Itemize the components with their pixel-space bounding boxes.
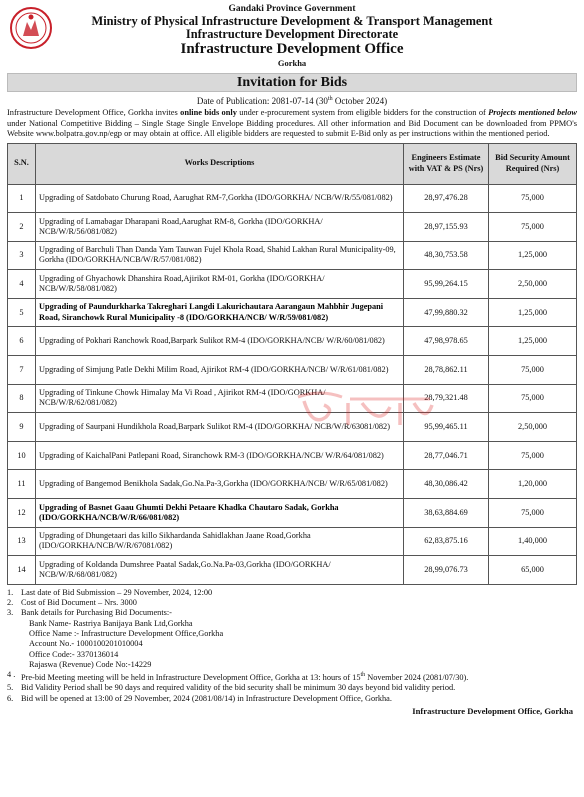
note-text: Cost of Bid Document – Nrs. 3000 xyxy=(21,598,137,608)
works-table xyxy=(7,143,577,585)
row-description: Upgrading of KaichalPani Patlepani Road, Siranchowk RM-3 (IDO/GORKHA/NCB/ W/R/64/081/082) xyxy=(36,441,404,470)
header-estimate: Engineers Estimate with VAT & PS (Nrs) xyxy=(404,143,489,184)
note-3 xyxy=(7,608,577,618)
note-number: 4 . xyxy=(7,670,16,680)
row-description: Upgrading of Basnet Gaau Ghumti Dekhi Petaare Khadka Chautaro Sadak, Gorkha (IDO/GORKHA/NCB/W/R/66/081/082) xyxy=(36,499,404,528)
table-row xyxy=(8,470,577,499)
note-text: Bank details for Purchasing Bid Documents:- xyxy=(21,608,172,618)
table-body xyxy=(8,184,577,584)
table-header-row xyxy=(8,143,577,184)
note-2 xyxy=(7,598,577,608)
header-works: Works Descriptions xyxy=(36,143,404,184)
note-number: 5. xyxy=(7,683,14,693)
table-row xyxy=(8,270,577,299)
note-4 xyxy=(7,670,577,683)
row-bid-security: 75,000 xyxy=(489,213,577,242)
row-description: Upgrading of Paundurkharka Takreghari Langdi Lakurichautara Aarangaun Mahbhir Jugepani Road, Siranchowk Rural Municipality -8 (IDO/GORKHA/NCB/ W/R/59/081/082) xyxy=(36,298,404,327)
intro-paragraph xyxy=(7,108,577,140)
bank-name: Bank Name- Rastriya Banijaya Bank Ltd,Gorkha xyxy=(29,618,193,628)
table-row xyxy=(8,441,577,470)
row-bid-security: 1,40,000 xyxy=(489,527,577,556)
header-location: Gorkha xyxy=(277,58,307,68)
account-number: Account No.- 1000100201010004 xyxy=(29,639,143,649)
row-description: Upgrading of Tinkune Chowk Himalay Ma Vi Road , Ajirikot RM-4 (IDO/GORKHA/ NCB/W/R/62/081/082) xyxy=(36,384,404,413)
row-sn: 10 xyxy=(8,441,36,470)
row-bid-security: 75,000 xyxy=(489,441,577,470)
row-sn: 14 xyxy=(8,556,36,585)
row-sn: 8 xyxy=(8,384,36,413)
note-text: Last date of Bid Submission – 29 November, 2024, 12:00 xyxy=(21,587,213,597)
row-bid-security: 2,50,000 xyxy=(489,413,577,442)
row-bid-security: 1,25,000 xyxy=(489,241,577,270)
intro-text-3: under National Competitive Bidding – Single Stage Single Envelope Bidding procedures. All other information and Bid Document can be downloaded from PPMO's Website www.bolpatra.gov.np/egp or may obtain at office. All eligible bidders are requested to submit E-Bid only as per instructions within the mentioned period. xyxy=(7,118,577,138)
table-row xyxy=(8,556,577,585)
row-bid-security: 75,000 xyxy=(489,184,577,213)
row-estimate: 28,79,321.48 xyxy=(404,384,489,413)
row-estimate: 28,99,076.73 xyxy=(404,556,489,585)
row-description: Upgrading of Barchuli Than Danda Yam Tauwan Fujel Khola Road, Shahid Lakhan Rural Municipality-09, Gorkha (IDO/GORKHA/NCB/W/R/57/081/082) xyxy=(36,241,404,270)
row-sn: 13 xyxy=(8,527,36,556)
intro-text-1: Infrastructure Development Office, Gorkha invites xyxy=(7,108,181,117)
row-estimate: 38,63,884.69 xyxy=(404,499,489,528)
row-description: Upgrading of Pokhari Ranchowk Road,Barpark Sulikot RM-4 (IDO/GORKHA/NCB/ W/R/60/081/082) xyxy=(36,327,404,356)
note-text: Bid will be opened at 13:00 of 29 November, 2024 (2081/08/14) in Infrastructure Development Office, Gorkha. xyxy=(21,693,392,703)
row-estimate: 47,98,978.65 xyxy=(404,327,489,356)
notes xyxy=(7,588,577,704)
row-estimate: 48,30,753.58 xyxy=(404,241,489,270)
row-bid-security: 75,000 xyxy=(489,499,577,528)
row-sn: 2 xyxy=(8,213,36,242)
row-description: Upgrading of Bangemod Benikhola Sadak,Go.Na.Pa-3,Gorkha (IDO/GORKHA/NCB/ W/R/65/081/082) xyxy=(36,470,404,499)
row-description: Upgrading of Dhungetaari das killo Sikhardanda Sahidlakhan Jaane Road,Gorkha (IDO/GORKHA/NCB/W/R/67081/082) xyxy=(36,527,404,556)
header-sn: S.N. xyxy=(8,143,36,184)
row-estimate: 28,97,155.93 xyxy=(404,213,489,242)
row-sn: 11 xyxy=(8,470,36,499)
row-estimate: 47,99,880.32 xyxy=(404,298,489,327)
row-estimate: 28,77,046.71 xyxy=(404,441,489,470)
table-row xyxy=(8,184,577,213)
office-code: Office Code:- 3370136014 xyxy=(29,649,119,659)
note-number: 2. xyxy=(7,598,14,608)
row-bid-security: 1,25,000 xyxy=(489,298,577,327)
intro-bold: online bids only xyxy=(180,108,237,117)
intro-italic: Projects mentioned below xyxy=(488,108,578,117)
row-description: Upgrading of Ghyachowk Dhanshira Road,Ajirikot RM-01, Gorkha (IDO/GORKHA/ NCB/W/R/58/081/082) xyxy=(36,270,404,299)
intro-text-2: under e-procurement system from eligible bidders for the construction of xyxy=(236,108,489,117)
row-sn: 12 xyxy=(8,499,36,528)
row-description: Upgrading of Simjung Patle Dekhi Milim Road, Ajirikot RM-4 (IDO/GORKHA/NCB/ W/R/61/081/082) xyxy=(36,356,404,385)
header xyxy=(7,4,577,70)
row-bid-security: 1,25,000 xyxy=(489,327,577,356)
row-bid-security: 75,000 xyxy=(489,356,577,385)
office-name: Office Name :- Infrastructure Development Office,Gorkha xyxy=(29,629,224,638)
note-number: 1. xyxy=(7,587,14,597)
revenue-code: Rajaswa (Revenue) Code No:-14229 xyxy=(29,659,152,669)
header-ministry: Ministry of Physical Infrastructure Development & Transport Management xyxy=(91,14,493,28)
row-sn: 5 xyxy=(8,298,36,327)
table-row xyxy=(8,327,577,356)
header-directorate: Infrastructure Development Directorate xyxy=(185,27,399,41)
table-row xyxy=(8,241,577,270)
row-estimate: 28,97,476.28 xyxy=(404,184,489,213)
table-row xyxy=(8,356,577,385)
note-text: Pre-bid Meeting meeting will be held in Infrastructure Development Office, Gorkha at 13: hours of 15th November 2024 (2081/07/30). xyxy=(21,672,469,682)
row-description: Upgrading of Koldanda Dumshree Paatal Sadak,Go.Na.Pa-03,Gorkha (IDO/GORKHA/ NCB/W/R/68/081/082) xyxy=(36,556,404,585)
note-6 xyxy=(7,694,577,704)
table-row xyxy=(8,298,577,327)
row-sn: 1 xyxy=(8,184,36,213)
row-estimate: 48,30,086.42 xyxy=(404,470,489,499)
row-estimate: 28,78,862.11 xyxy=(404,356,489,385)
row-sn: 9 xyxy=(8,413,36,442)
note-number: 3. xyxy=(7,608,14,618)
watermark-logo-icon xyxy=(290,387,440,433)
row-description: Upgrading of Satdobato Churung Road, Aarughat RM-7,Gorkha (IDO/GORKHA/ NCB/W/R/55/081/082) xyxy=(36,184,404,213)
header-province: Gandaki Province Government xyxy=(228,4,356,14)
note-1 xyxy=(7,588,577,598)
table-row xyxy=(8,527,577,556)
row-sn: 6 xyxy=(8,327,36,356)
row-estimate: 62,83,875.16 xyxy=(404,527,489,556)
table-row xyxy=(8,213,577,242)
row-description: Upgrading of Saurpani Hundikhola Road,Barpark Sulikot RM-4 (IDO/GORKHA/ NCB/W/R/63081/082) xyxy=(36,413,404,442)
row-bid-security: 2,50,000 xyxy=(489,270,577,299)
row-sn: 7 xyxy=(8,356,36,385)
row-estimate: 95,99,264.15 xyxy=(404,270,489,299)
publication-date: Date of Publication: 2081-07-14 (30th October 2024) xyxy=(196,96,388,106)
note-5 xyxy=(7,683,577,693)
row-description: Upgrading of Lamabagar Dharapani Road,Aarughat RM-8, Gorkha (IDO/GORKHA/ NCB/W/R/56/081/082) xyxy=(36,213,404,242)
page-title: Invitation for Bids xyxy=(7,73,577,92)
row-sn: 3 xyxy=(8,241,36,270)
header-office: Infrastructure Development Office xyxy=(180,41,404,57)
row-bid-security: 65,000 xyxy=(489,556,577,585)
note-number: 6. xyxy=(7,693,14,703)
row-bid-security: 1,20,000 xyxy=(489,470,577,499)
row-bid-security: 75,000 xyxy=(489,384,577,413)
row-sn: 4 xyxy=(8,270,36,299)
header-bid-security: Bid Security Amount Required (Nrs) xyxy=(489,143,577,184)
note-text: Bid Validity Period shall be 90 days and required validity of the bid security shall be minimum 30 days beyond bid validity period. xyxy=(21,683,456,693)
row-estimate: 95,99,465.11 xyxy=(404,413,489,442)
signature: Infrastructure Development Office, Gorkha xyxy=(412,705,573,716)
table-row xyxy=(8,499,577,528)
government-emblem-icon xyxy=(9,6,53,50)
